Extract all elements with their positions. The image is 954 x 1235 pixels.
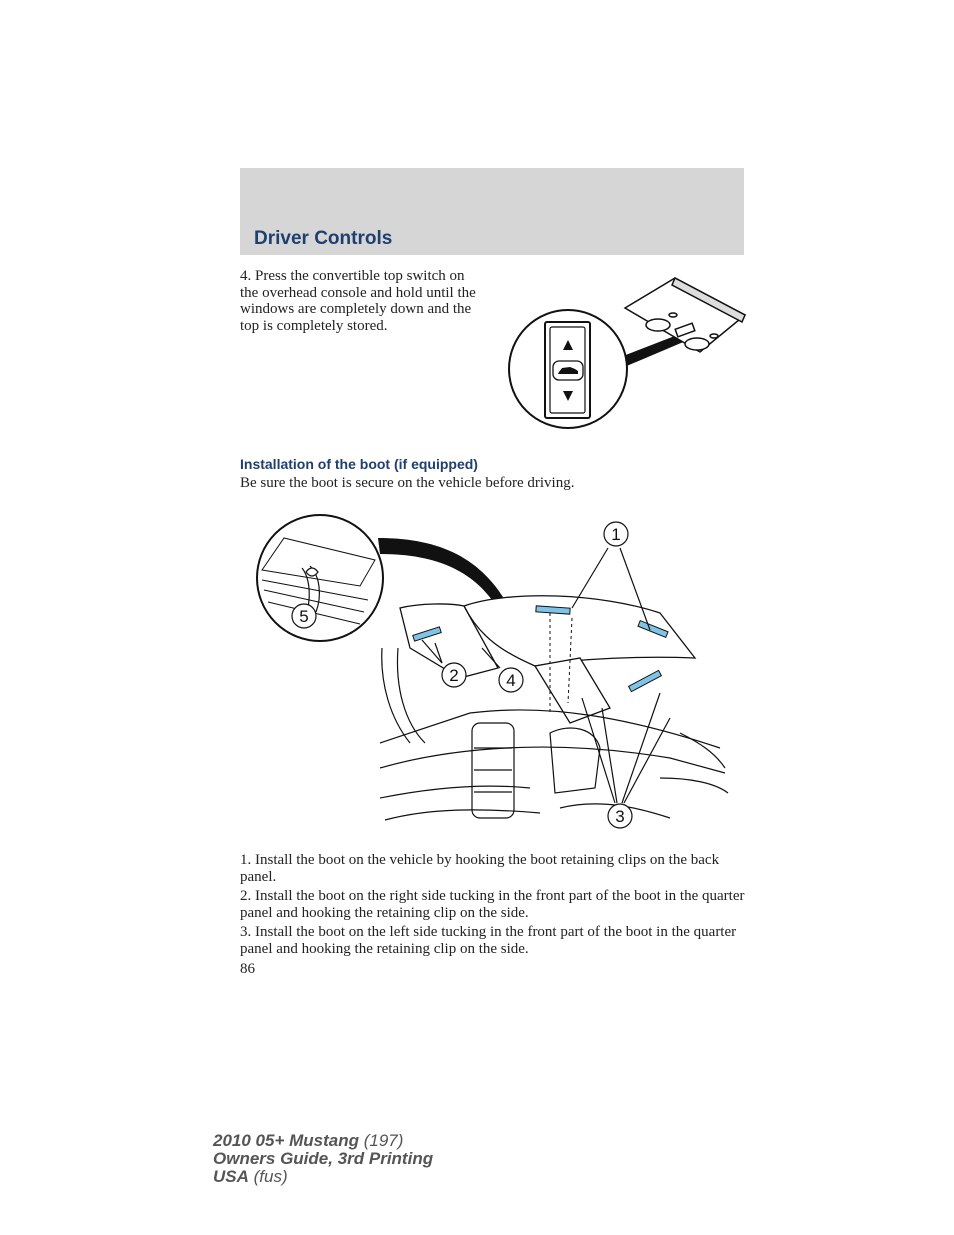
boot-section-heading: Installation of the boot (if equipped) (240, 456, 478, 472)
inset-detail (257, 515, 383, 641)
callout-4-label: 4 (506, 671, 516, 690)
callout-2 (442, 663, 466, 687)
boot-cover (400, 596, 695, 723)
callout-5-label: 5 (299, 607, 309, 626)
footer-model-code: (197) (363, 1131, 404, 1150)
footer-market-code: (fus) (253, 1167, 288, 1186)
page-number: 86 (240, 961, 255, 977)
installation-steps (240, 852, 745, 960)
overhead-console (625, 278, 745, 352)
overhead-switch-illustration (500, 270, 750, 435)
footer-guide: Owners Guide, 3rd Printing (213, 1149, 434, 1168)
step-3-text: 3. Install the boot on the left side tucking in the front part of the boot in the quarter panel and hooking the retaining clip on the side. (240, 924, 737, 957)
boot-intro-text: Be sure the boot is secure on the vehicle before driving. (240, 475, 575, 491)
step-2-text: 2. Install the boot on the right side tucking in the front part of the boot in the quarter panel and hooking the retaining clip on the side. (240, 888, 745, 921)
footer (213, 1132, 433, 1186)
step-1-text: 1. Install the boot on the vehicle by hooking the boot retaining clips on the back panel. (240, 852, 720, 885)
callout-4 (499, 668, 523, 692)
step-4-text: 4. Press the convertible top switch on the overhead console and hold until the windows are completely down and the top is completely stored. (240, 268, 476, 334)
callout-5 (292, 604, 316, 628)
boot-installation-illustration (250, 508, 730, 833)
callout-2-label: 2 (449, 666, 459, 685)
section-title: Driver Controls (254, 228, 393, 249)
callout-3 (608, 804, 632, 828)
callout-1-label: 1 (611, 525, 621, 544)
footer-model: 2010 05+ Mustang (213, 1131, 359, 1150)
callout-3-label: 3 (615, 807, 625, 826)
callout-1 (604, 522, 628, 546)
footer-market: USA (213, 1167, 249, 1186)
